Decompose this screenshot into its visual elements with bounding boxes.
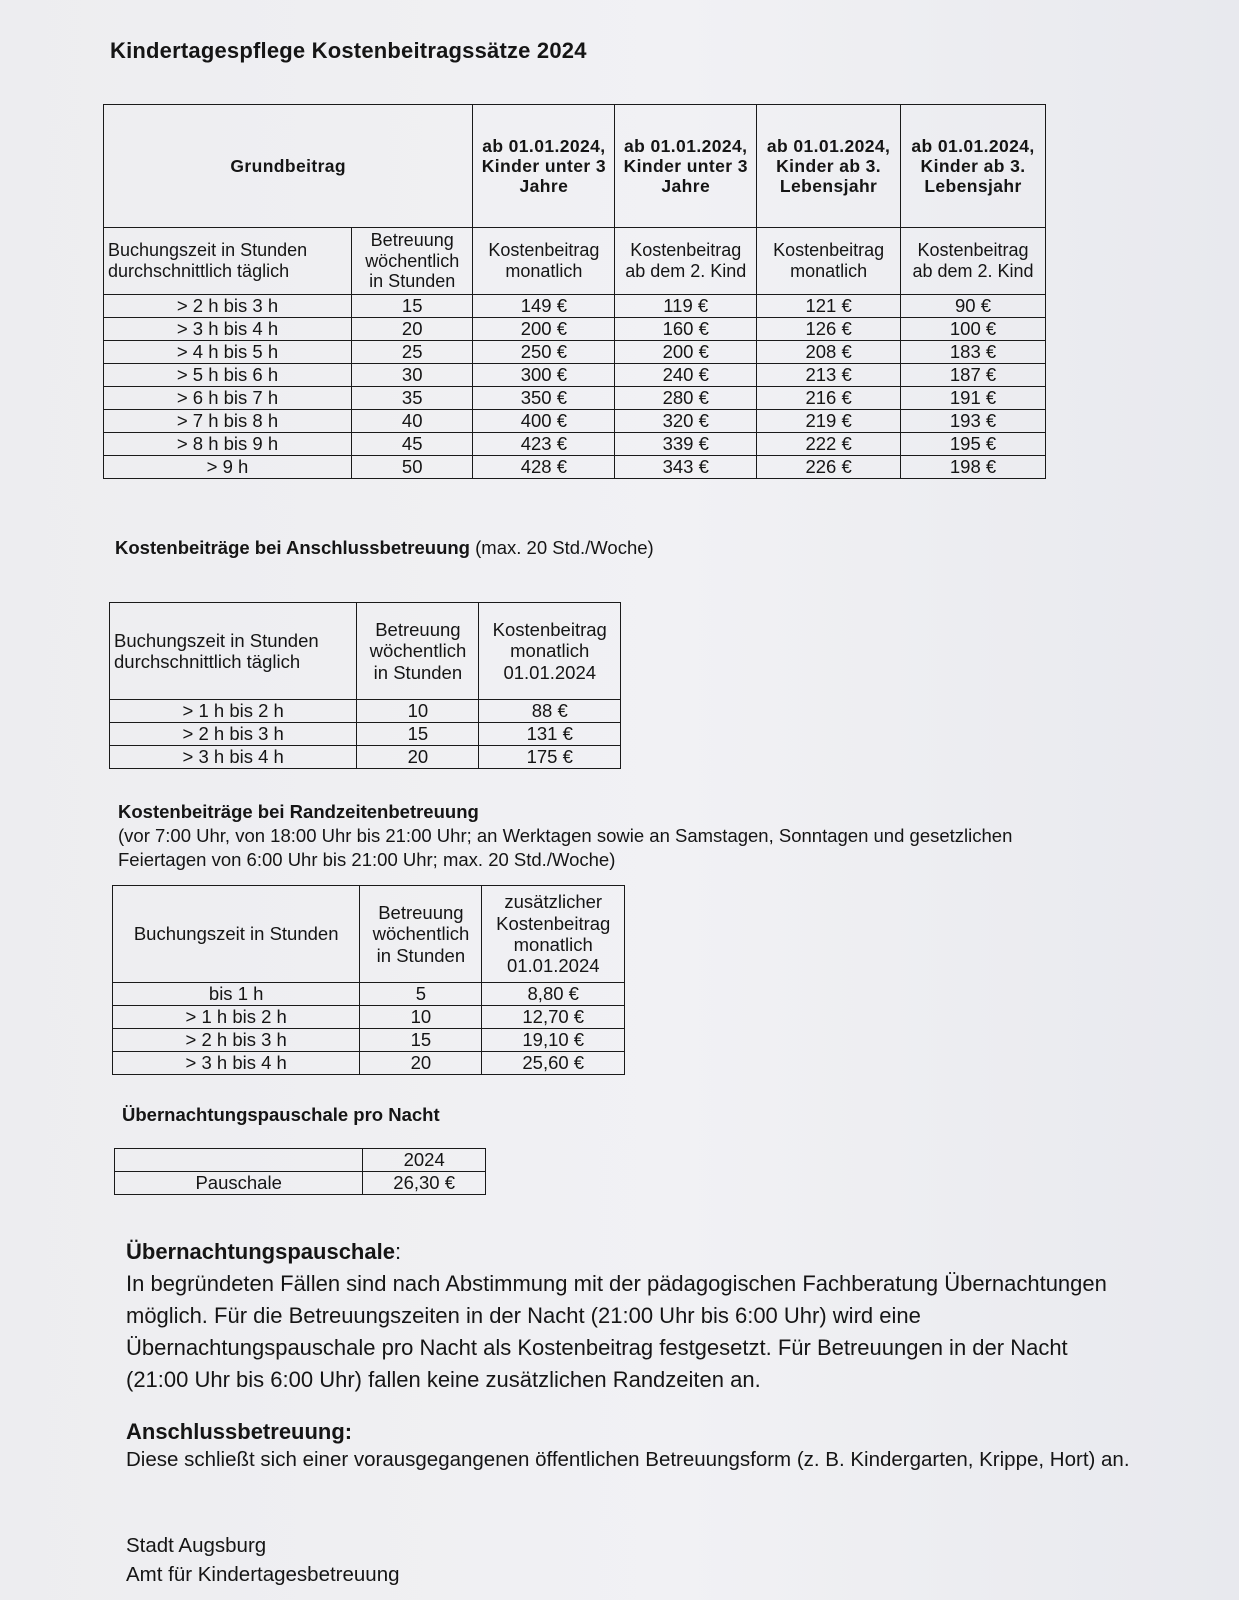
column-header: ab 01.01.2024, Kinder ab 3. Lebensjahr — [757, 105, 901, 228]
header-year: 2024 — [363, 1149, 486, 1172]
header-betreuung: Betreuung wöchentlich in Stunden — [357, 603, 479, 700]
table-row — [113, 983, 625, 1006]
table-row — [104, 410, 1046, 433]
table-cell: 400 € — [473, 410, 615, 433]
randzeitenbetreuung-note: (vor 7:00 Uhr, von 18:00 Uhr bis 21:00 Uhr; an Werktagen sowie an Samstagen, Sonntagen und gesetzlichen Feiertagen von 6:00 Uhr bis 21:00 Uhr; max. 20 Std./Woche) — [118, 825, 1013, 871]
row-label: Pauschale — [115, 1172, 363, 1195]
subheader-betreuung: Betreuung wöchentlich in Stunden — [352, 228, 473, 295]
table-cell: 300 € — [473, 364, 615, 387]
randzeitenbetreuung-table — [112, 885, 625, 1075]
subheader-kostenbeitrag-2-kind: Kostenbeitrag ab dem 2. Kind — [615, 228, 757, 295]
row-label: > 7 h bis 8 h — [104, 410, 352, 433]
table-header-row — [115, 1149, 486, 1172]
table-cell: 213 € — [757, 364, 901, 387]
table-cell: 35 — [352, 387, 473, 410]
anschlussbetreuung-table — [109, 602, 621, 769]
table-cell: 280 € — [615, 387, 757, 410]
paragraph-text: In begründeten Fällen sind nach Abstimmung mit der pädagogischen Fachberatung Übernachtungen möglich. Für die Betreuungszeiten in der Nacht (21:00 Uhr bis 6:00 Uhr) wird eine Übernachtungspauschale pro Nacht als Kostenbeitrag festgesetzt. Für Betreuungen in der Nacht (21:00 Uhr bis 6:00 Uhr) fallen keine zusätzlichen Randzeiten an. — [126, 1270, 1107, 1392]
anschlussbetreuung-heading — [115, 537, 654, 559]
randzeitenbetreuung-heading — [118, 800, 1018, 872]
table-cell: 8,80 € — [482, 983, 625, 1006]
paragraph-title: Übernachtungspauschale — [126, 1239, 395, 1264]
table-cell: 183 € — [901, 341, 1046, 364]
table-cell: 88 € — [479, 700, 621, 723]
table-cell: 131 € — [479, 723, 621, 746]
table-cell: 226 € — [757, 456, 901, 479]
table-cell: 20 — [352, 318, 473, 341]
table-cell: 339 € — [615, 433, 757, 456]
row-label: bis 1 h — [113, 983, 360, 1006]
table-cell: 25,60 € — [482, 1052, 625, 1075]
table-header-row — [110, 603, 621, 700]
row-label: > 8 h bis 9 h — [104, 433, 352, 456]
empty-cell — [115, 1149, 363, 1172]
row-label: > 9 h — [104, 456, 352, 479]
row-value: 26,30 € — [363, 1172, 486, 1195]
table-cell: 191 € — [901, 387, 1046, 410]
table-cell: 30 — [352, 364, 473, 387]
subheader-kostenbeitrag-2-kind: Kostenbeitrag ab dem 2. Kind — [901, 228, 1046, 295]
table-row — [104, 456, 1046, 479]
table-cell: 350 € — [473, 387, 615, 410]
table-cell: 428 € — [473, 456, 615, 479]
table-cell: 320 € — [615, 410, 757, 433]
table-header-row — [113, 886, 625, 983]
table-cell: 121 € — [757, 295, 901, 318]
table-cell: 20 — [357, 746, 479, 769]
table-row — [113, 1052, 625, 1075]
header-kostenbeitrag: Kostenbeitrag monatlich 01.01.2024 — [479, 603, 621, 700]
row-label: > 3 h bis 4 h — [110, 746, 357, 769]
uebernachtung-paragraph — [126, 1236, 1136, 1395]
paragraph-title-colon: : — [394, 1239, 402, 1264]
paragraph-text: Diese schließt sich einer vorausgegangenen öffentlichen Betreuungsform (z. B. Kindergarten, Krippe, Hort) an. — [126, 1447, 1130, 1471]
table-cell: 149 € — [473, 295, 615, 318]
randzeitenbetreuung-heading-bold: Kostenbeiträge bei Randzeitenbetreuung — [118, 801, 479, 822]
table-row — [113, 1029, 625, 1052]
row-label: > 6 h bis 7 h — [104, 387, 352, 410]
grundbeitrag-table — [103, 104, 1046, 479]
anschlussbetreuung-heading-bold: Kostenbeiträge bei Anschlussbetreuung — [115, 537, 470, 558]
table-row — [104, 341, 1046, 364]
table-cell: 10 — [360, 1006, 482, 1029]
footer-city: Stadt Augsburg — [126, 1534, 267, 1557]
table-cell: 160 € — [615, 318, 757, 341]
table-cell: 200 € — [473, 318, 615, 341]
table-cell: 25 — [352, 341, 473, 364]
row-label: > 2 h bis 3 h — [104, 295, 352, 318]
table-row — [110, 700, 621, 723]
table-cell: 195 € — [901, 433, 1046, 456]
table-cell: 187 € — [901, 364, 1046, 387]
subheader-buchungszeit: Buchungszeit in Stunden durchschnittlich täglich — [104, 228, 352, 295]
table-cell: 193 € — [901, 410, 1046, 433]
row-label: > 5 h bis 6 h — [104, 364, 352, 387]
paragraph-title: Anschlussbetreuung: — [126, 1419, 353, 1444]
subheader-kostenbeitrag: Kostenbeitrag monatlich — [757, 228, 901, 295]
table-cell: 198 € — [901, 456, 1046, 479]
column-header: ab 01.01.2024, Kinder ab 3. Lebensjahr — [901, 105, 1046, 228]
table-row — [104, 364, 1046, 387]
anschlussbetreuung-paragraph — [126, 1418, 1136, 1473]
table-row — [113, 1006, 625, 1029]
column-header: ab 01.01.2024, Kinder unter 3 Jahre — [473, 105, 615, 228]
table-cell: 200 € — [615, 341, 757, 364]
row-label: > 3 h bis 4 h — [113, 1052, 360, 1075]
header-buchungszeit: Buchungszeit in Stunden — [113, 886, 360, 983]
table-row — [110, 746, 621, 769]
table-row — [110, 723, 621, 746]
table-cell: 343 € — [615, 456, 757, 479]
table-row — [104, 387, 1046, 410]
table-cell: 19,10 € — [482, 1029, 625, 1052]
table-cell: 175 € — [479, 746, 621, 769]
table-cell: 250 € — [473, 341, 615, 364]
footer-office: Amt für Kindertagesbetreuung — [126, 1562, 400, 1586]
table-cell: 216 € — [757, 387, 901, 410]
row-label: > 2 h bis 3 h — [110, 723, 357, 746]
subheader-kostenbeitrag: Kostenbeitrag monatlich — [473, 228, 615, 295]
table-cell: 12,70 € — [482, 1006, 625, 1029]
table-cell: 50 — [352, 456, 473, 479]
table-row — [104, 318, 1046, 341]
table-cell: 15 — [360, 1029, 482, 1052]
uebernachtungspauschale-table — [114, 1148, 486, 1195]
table-cell: 45 — [352, 433, 473, 456]
table-cell: 100 € — [901, 318, 1046, 341]
header-buchungszeit: Buchungszeit in Stunden durchschnittlich täglich — [110, 603, 357, 700]
row-label: > 1 h bis 2 h — [113, 1006, 360, 1029]
table-header-row — [104, 105, 1046, 228]
column-header: ab 01.01.2024, Kinder unter 3 Jahre — [615, 105, 757, 228]
table-cell: 10 — [357, 700, 479, 723]
table-cell: 40 — [352, 410, 473, 433]
table-cell: 119 € — [615, 295, 757, 318]
table-row — [115, 1172, 486, 1195]
table-cell: 423 € — [473, 433, 615, 456]
table-cell: 240 € — [615, 364, 757, 387]
table-cell: 219 € — [757, 410, 901, 433]
header-betreuung: Betreuung wöchentlich in Stunden — [360, 886, 482, 983]
table-cell: 15 — [357, 723, 479, 746]
anschlussbetreuung-heading-note: (max. 20 Std./Woche) — [470, 537, 654, 558]
table-cell: 90 € — [901, 295, 1046, 318]
footer-signature — [126, 1532, 400, 1589]
table-row — [104, 295, 1046, 318]
table-cell: 126 € — [757, 318, 901, 341]
table-cell: 222 € — [757, 433, 901, 456]
table-cell: 5 — [360, 983, 482, 1006]
grundbeitrag-header: Grundbeitrag — [104, 105, 473, 228]
table-subheader-row — [104, 228, 1046, 295]
row-label: > 1 h bis 2 h — [110, 700, 357, 723]
document-title: Kindertagespflege Kostenbeitragssätze 2024 — [110, 38, 587, 63]
header-zusaetzlicher-kostenbeitrag: zusätzlicher Kostenbeitrag monatlich 01.01.2024 — [482, 886, 625, 983]
uebernachtungspauschale-heading: Übernachtungspauschale pro Nacht — [122, 1104, 440, 1125]
table-cell: 20 — [360, 1052, 482, 1075]
row-label: > 3 h bis 4 h — [104, 318, 352, 341]
row-label: > 2 h bis 3 h — [113, 1029, 360, 1052]
table-cell: 15 — [352, 295, 473, 318]
row-label: > 4 h bis 5 h — [104, 341, 352, 364]
table-row — [104, 433, 1046, 456]
table-cell: 208 € — [757, 341, 901, 364]
